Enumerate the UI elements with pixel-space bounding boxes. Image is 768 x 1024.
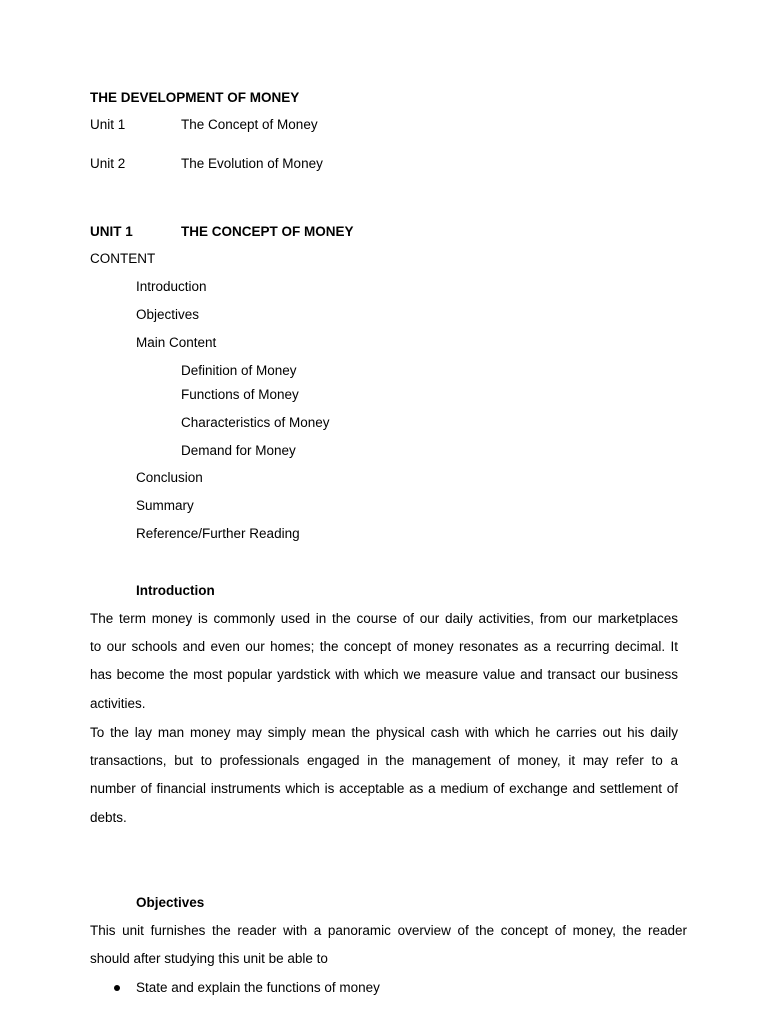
- paragraph-line: should after studying this unit be able to: [90, 951, 328, 967]
- toc-item: Summary: [136, 498, 194, 513]
- paragraph-line: This unit furnishes the reader with a panoramic overview of the concept of money, the reader: [90, 923, 687, 938]
- introduction-paragraph-1: [90, 605, 678, 718]
- toc-item: Main Content: [136, 335, 217, 350]
- section-heading-introduction: Introduction: [136, 583, 215, 598]
- toc-item: Conclusion: [136, 470, 203, 485]
- paragraph-line: activities.: [90, 695, 146, 711]
- paragraph-line: The term money is commonly used in the course of our daily activities, from our marketplaces: [90, 611, 678, 626]
- content-label: CONTENT: [90, 251, 156, 266]
- paragraph-line: debts.: [90, 809, 127, 825]
- unit-heading-title: THE CONCEPT OF MONEY: [181, 224, 354, 239]
- toc-subitem: Functions of Money: [181, 387, 299, 402]
- section-heading-objectives: Objectives: [136, 895, 205, 910]
- paragraph-line: transactions, but to professionals engaged in the management of money, it may refer to a: [90, 753, 678, 769]
- toc-item: Reference/Further Reading: [136, 526, 300, 541]
- unit-list-title: The Evolution of Money: [181, 156, 323, 171]
- objective-list-item: State and explain the functions of money: [136, 980, 380, 995]
- document-title: THE DEVELOPMENT OF MONEY: [90, 90, 300, 105]
- paragraph-line: to our schools and even our homes; the concept of money resonates as a recurring decimal. It: [90, 639, 678, 655]
- paragraph-line: has become the most popular yardstick with which we measure value and transact our business: [90, 667, 678, 683]
- toc-subitem: Definition of Money: [181, 363, 297, 378]
- toc-subitem: Characteristics of Money: [181, 415, 330, 430]
- toc-item: Introduction: [136, 279, 207, 294]
- bullet-icon: [114, 985, 120, 991]
- objectives-paragraph: [90, 917, 687, 973]
- unit-list-label: Unit 2: [90, 156, 126, 171]
- paragraph-line: To the lay man money may simply mean the physical cash with which he carries out his daily: [90, 725, 678, 740]
- paragraph-line: number of financial instruments which is acceptable as a medium of exchange and settlement of: [90, 781, 678, 797]
- introduction-paragraph-2: [90, 719, 678, 832]
- toc-item: Objectives: [136, 307, 200, 322]
- unit-list-label: Unit 1: [90, 117, 126, 132]
- unit-list-title: The Concept of Money: [181, 117, 318, 132]
- toc-subitem: Demand for Money: [181, 443, 296, 458]
- unit-heading-label: UNIT 1: [90, 224, 133, 239]
